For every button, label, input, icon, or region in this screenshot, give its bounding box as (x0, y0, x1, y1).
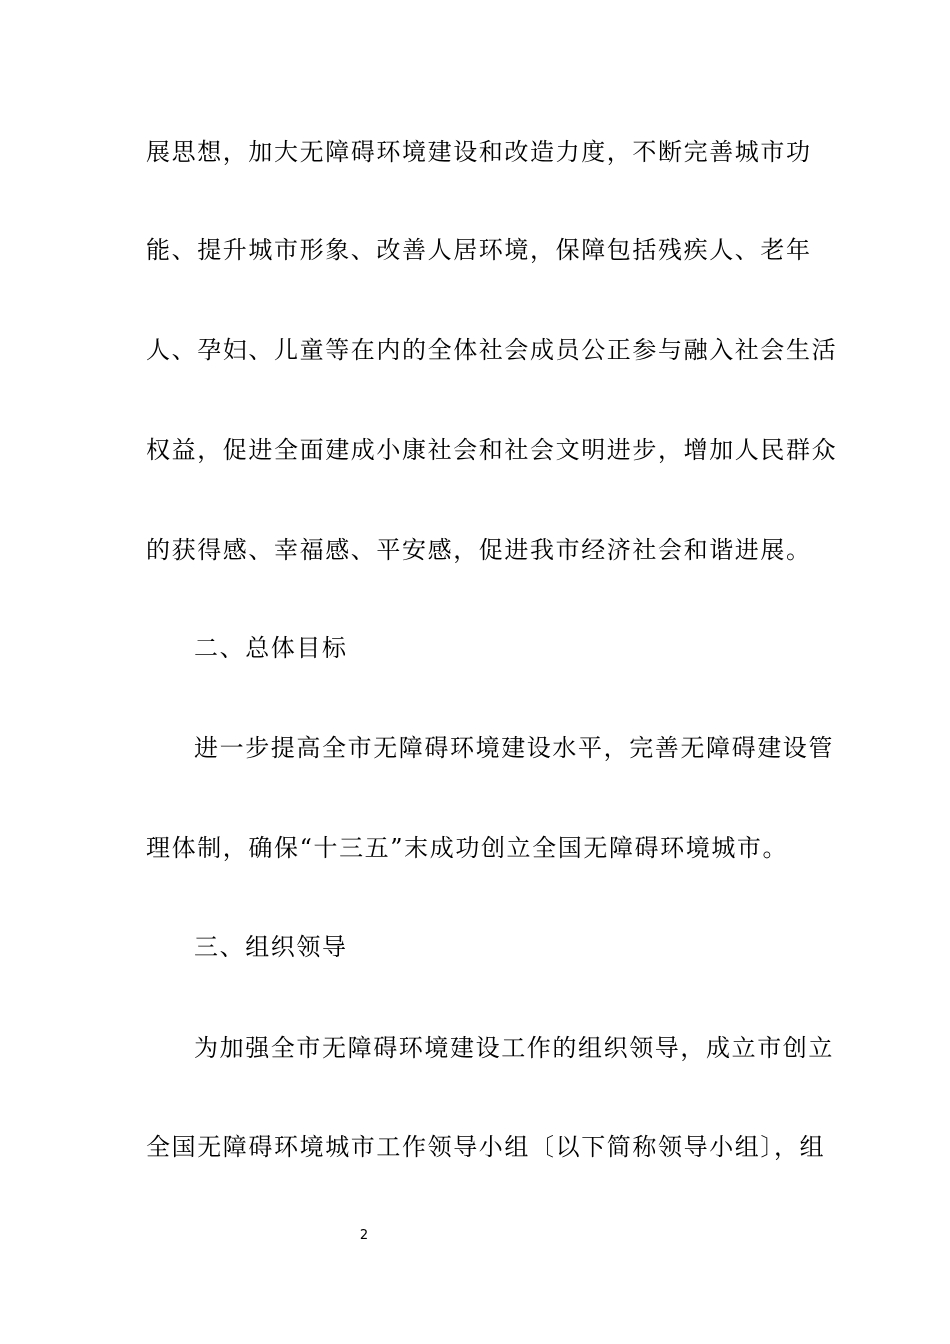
section-heading: 二、总体目标 (194, 634, 348, 662)
body-text-line: 能、提升城市形象、改善人居环境，保障包括残疾人、老年 (146, 236, 812, 264)
body-text-line: 理体制，确保“十三五”末成功创立全国无障碍环境城市。 (146, 834, 789, 862)
body-text-line: 为加强全市无障碍环境建设工作的组织领导，成立市创立 (194, 1034, 834, 1062)
section-heading: 三、组织领导 (194, 933, 348, 961)
body-text-line: 全国无障碍环境城市工作领导小组〔以下简称领导小组〕，组 (146, 1133, 826, 1161)
page-number: 2 (359, 1228, 369, 1243)
body-text-line: 人、孕妇、儿童等在内的全体社会成员公正参与融入社会生活 (146, 336, 838, 364)
body-text-line: 展思想，加大无障碍环境建设和改造力度，不断完善城市功 (146, 138, 812, 166)
body-text-line: 权益，促进全面建成小康社会和社会文明进步，增加人民群众 (146, 436, 838, 464)
body-text-line: 进一步提高全市无障碍环境建设水平，完善无障碍建设管 (194, 734, 834, 762)
body-text-line: 的获得感、幸福感、平安感，促进我市经济社会和谐进展。 (146, 536, 812, 564)
